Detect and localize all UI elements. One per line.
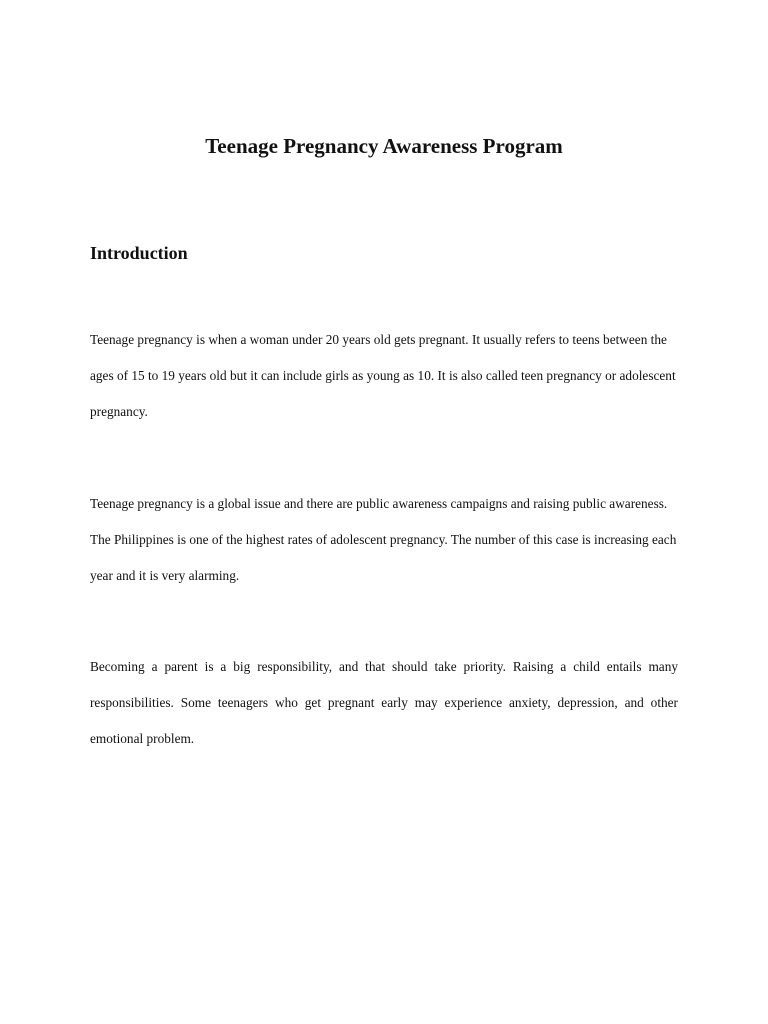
paragraph-3: Becoming a parent is a big responsibility, and that should take priority. Raising a child entails many responsibilities. Some teenagers who get pregnant early may experience anxiety, depression, and other emotional problem.	[90, 659, 678, 746]
section-heading-introduction: Introduction	[90, 243, 188, 263]
paragraph-1: Teenage pregnancy is when a woman under 20 years old gets pregnant. It usually refers to teens between the ages of 15 to 19 years old but it can include girls as young as 10. It is also called teen pregnancy or adolescent pregnancy.	[90, 332, 676, 419]
document-title: Teenage Pregnancy Awareness Program	[205, 134, 563, 158]
paragraph-2: Teenage pregnancy is a global issue and there are public awareness campaigns and raising public awareness. The Philippines is one of the highest rates of adolescent pregnancy. The number of this case is increasing each year and it is very alarming.	[90, 496, 677, 583]
